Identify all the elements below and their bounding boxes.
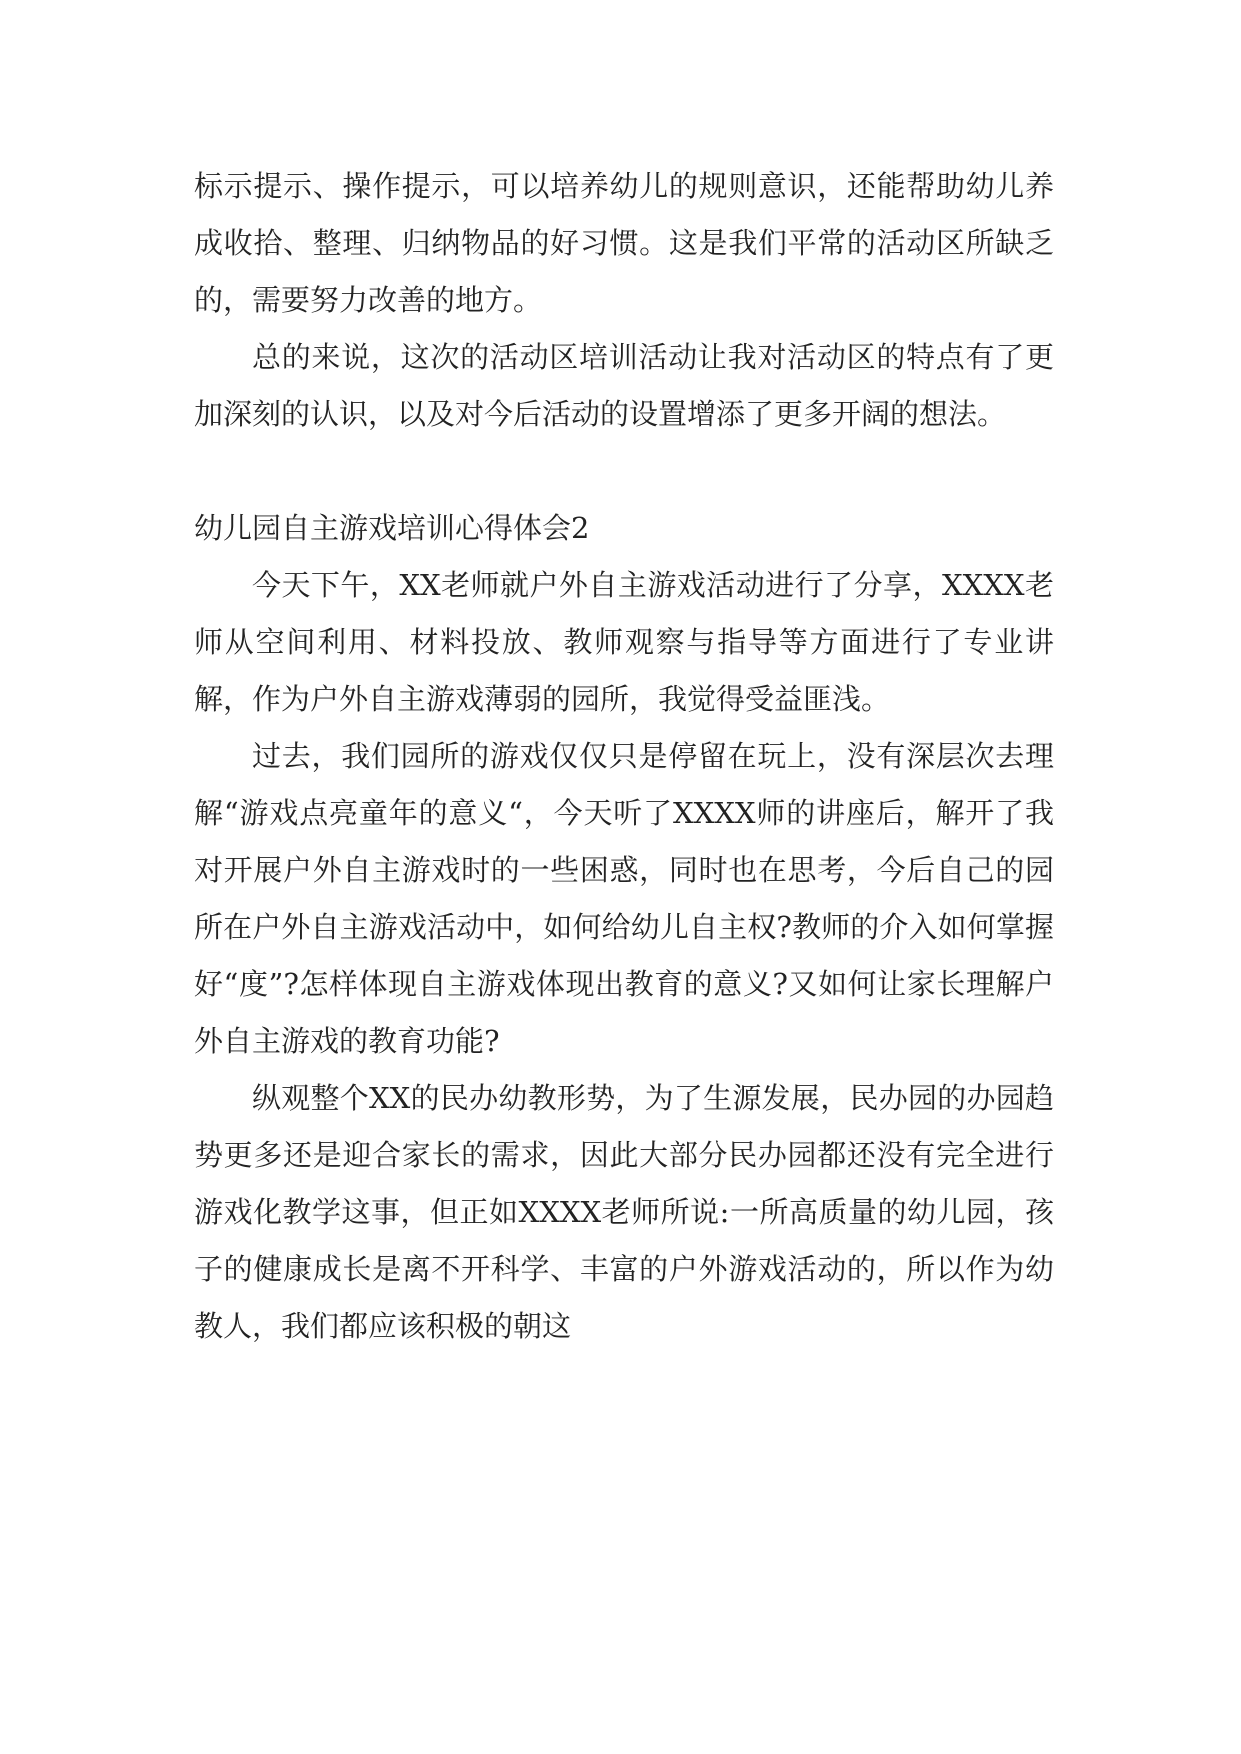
paragraph-summary: 总的来说，这次的活动区培训活动让我对活动区的特点有了更加深刻的认识，以及对今后活动的设置增添了更多开阔的想法。 (194, 340, 1054, 431)
paragraph-continuation: 标示提示、操作提示，可以培养幼儿的规则意识，还能帮助幼儿养成收拾、整理、归纳物品的好习惯。这是我们平常的活动区所缺乏的，需要努力改善的地方。 (194, 169, 1054, 317)
paragraph-overview: 纵观整个XX的民办幼教形势，为了生源发展，民办园的办园趋势更多还是迎合家长的需求，因此大部分民办园都还没有完全进行游戏化教学这事，但正如XXXX老师所说:一所高质量的幼儿园，孩子的健康成长是离不开科学、丰富的户外游戏活动的，所以作为幼教人，我们都应该积极的朝这 (194, 1081, 1054, 1343)
paragraph-intro: 今天下午，XX老师就户外自主游戏活动进行了分享，XXXX老师从空间利用、材料投放、教师观察与指导等方面进行了专业讲解，作为户外自主游戏薄弱的园所，我觉得受益匪浅。 (194, 568, 1054, 716)
paragraph-reflection: 过去，我们园所的游戏仅仅只是停留在玩上，没有深层次去理解“游戏点亮童年的意义“，今天听了XXXX师的讲座后，解开了我对开展户外自主游戏时的一些困惑，同时也在思考，今后自己的园所在户外自主游戏活动中，如何给幼儿自主权?教师的介入如何掌握好“度”?怎样体现自主游戏体现出教育的意义?又如何让家长理解户外自主游戏的教育功能? (194, 739, 1054, 1058)
section-title: 幼儿园自主游戏培训心得体会2 (194, 511, 590, 545)
document-body (194, 158, 1054, 1355)
